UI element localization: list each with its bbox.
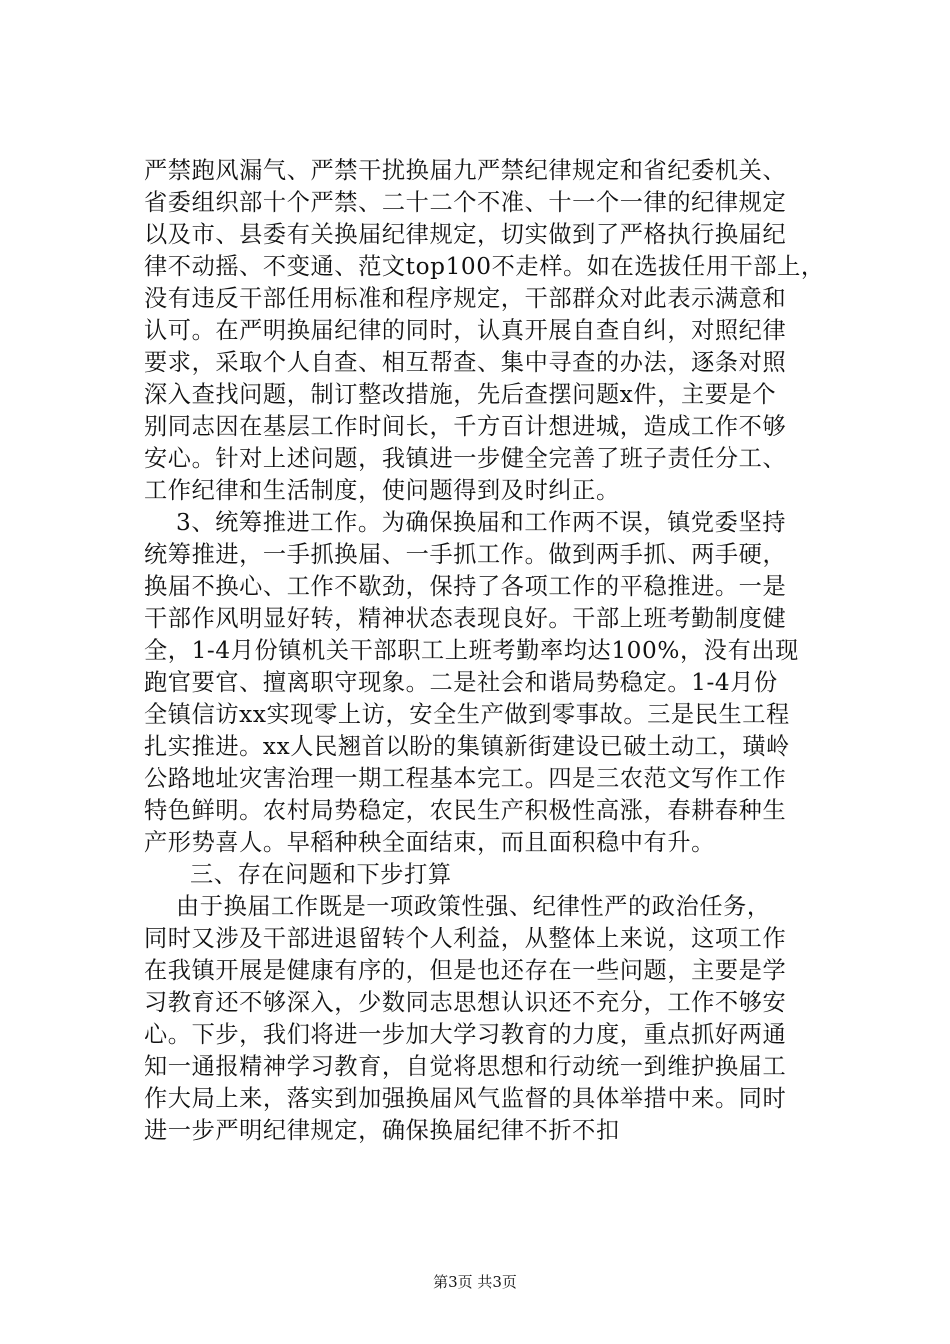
text-line: 作大局上来，落实到加强换届风气监督的具体举措中来。同时 [144,1085,787,1112]
document-body [144,155,834,1147]
text-line: 没有违反干部任用标准和程序规定，干部群众对此表示满意和 [144,285,787,312]
text-line: 知一通报精神学习教育，自觉将思想和行动统一到维护换届工 [144,1053,787,1080]
text-line: 别同志因在基层工作时间长，千方百计想进城，造成工作不够 [144,413,787,440]
text-line: 干部作风明显好转，精神状态表现良好。干部上班考勤制度健 [144,605,787,632]
text-line: 全，1-4月份镇机关干部职工上班考勤率均达100%，没有出现 [144,637,799,664]
text-line: 进一步严明纪律规定，确保换届纪律不折不扣 [144,1117,620,1144]
text-line: 严禁跑风漏气、严禁干扰换届九严禁纪律规定和省纪委机关、 [144,157,787,184]
text-line: 产形势喜人。早稻种秧全面结束，而且面积稳中有升。 [144,829,715,856]
text-line: 扎实推进。xx人民翘首以盼的集镇新街建设已破土动工，璜岭 [144,733,790,760]
text-line: 以及市、县委有关换届纪律规定，切实做到了严格执行换届纪 [144,221,787,248]
text-line: 心。下步，我们将进一步加大学习教育的力度，重点抓好两通 [144,1021,787,1048]
text-line: 特色鲜明。农村局势稳定，农民生产积极性高涨，春耕春种生 [144,797,787,824]
text-line: 省委组织部十个严禁、二十二个不准、十一个一律的纪律规定 [144,189,787,216]
paragraph-start-line: 3、统筹推进工作。为确保换届和工作两不误，镇党委坚持 [176,509,787,536]
text-line: 认可。在严明换届纪律的同时，认真开展自查自纠，对照纪律 [144,317,787,344]
section-heading: 三、存在问题和下步打算 [190,861,452,888]
text-line: 工作纪律和生活制度，使问题得到及时纠正。 [144,477,620,504]
paragraph-start-line: 由于换届工作既是一项政策性强、纪律性严的政治任务， [176,893,771,920]
text-line: 律不动摇、不变通、范文top100不走样。如在选拔任用干部上， [144,253,825,280]
text-line: 在我镇开展是健康有序的，但是也还存在一些问题，主要是学 [144,957,787,984]
text-line: 深入查找问题，制订整改措施，先后查摆问题x件，主要是个 [144,381,777,408]
text-line: 同时又涉及干部进退留转个人利益，从整体上来说，这项工作 [144,925,787,952]
text-line: 换届不换心、工作不歇劲，保持了各项工作的平稳推进。一是 [144,573,787,600]
text-line: 要求，采取个人自查、相互帮查、集中寻查的办法，逐条对照 [144,349,787,376]
page-footer: 第3页 共3页 [433,1273,517,1291]
text-line: 全镇信访xx实现零上访，安全生产做到零事故。三是民生工程 [144,701,790,728]
text-line: 跑官要官、擅离职守现象。二是社会和谐局势稳定。1-4月份 [144,669,778,696]
text-line: 安心。针对上述问题，我镇进一步健全完善了班子责任分工、 [144,445,787,472]
text-line: 公路地址灾害治理一期工程基本完工。四是三农范文写作工作 [144,765,787,792]
text-line: 习教育还不够深入，少数同志思想认识还不充分，工作不够安 [144,989,787,1016]
text-line: 统筹推进，一手抓换届、一手抓工作。做到两手抓、两手硬， [144,541,787,568]
